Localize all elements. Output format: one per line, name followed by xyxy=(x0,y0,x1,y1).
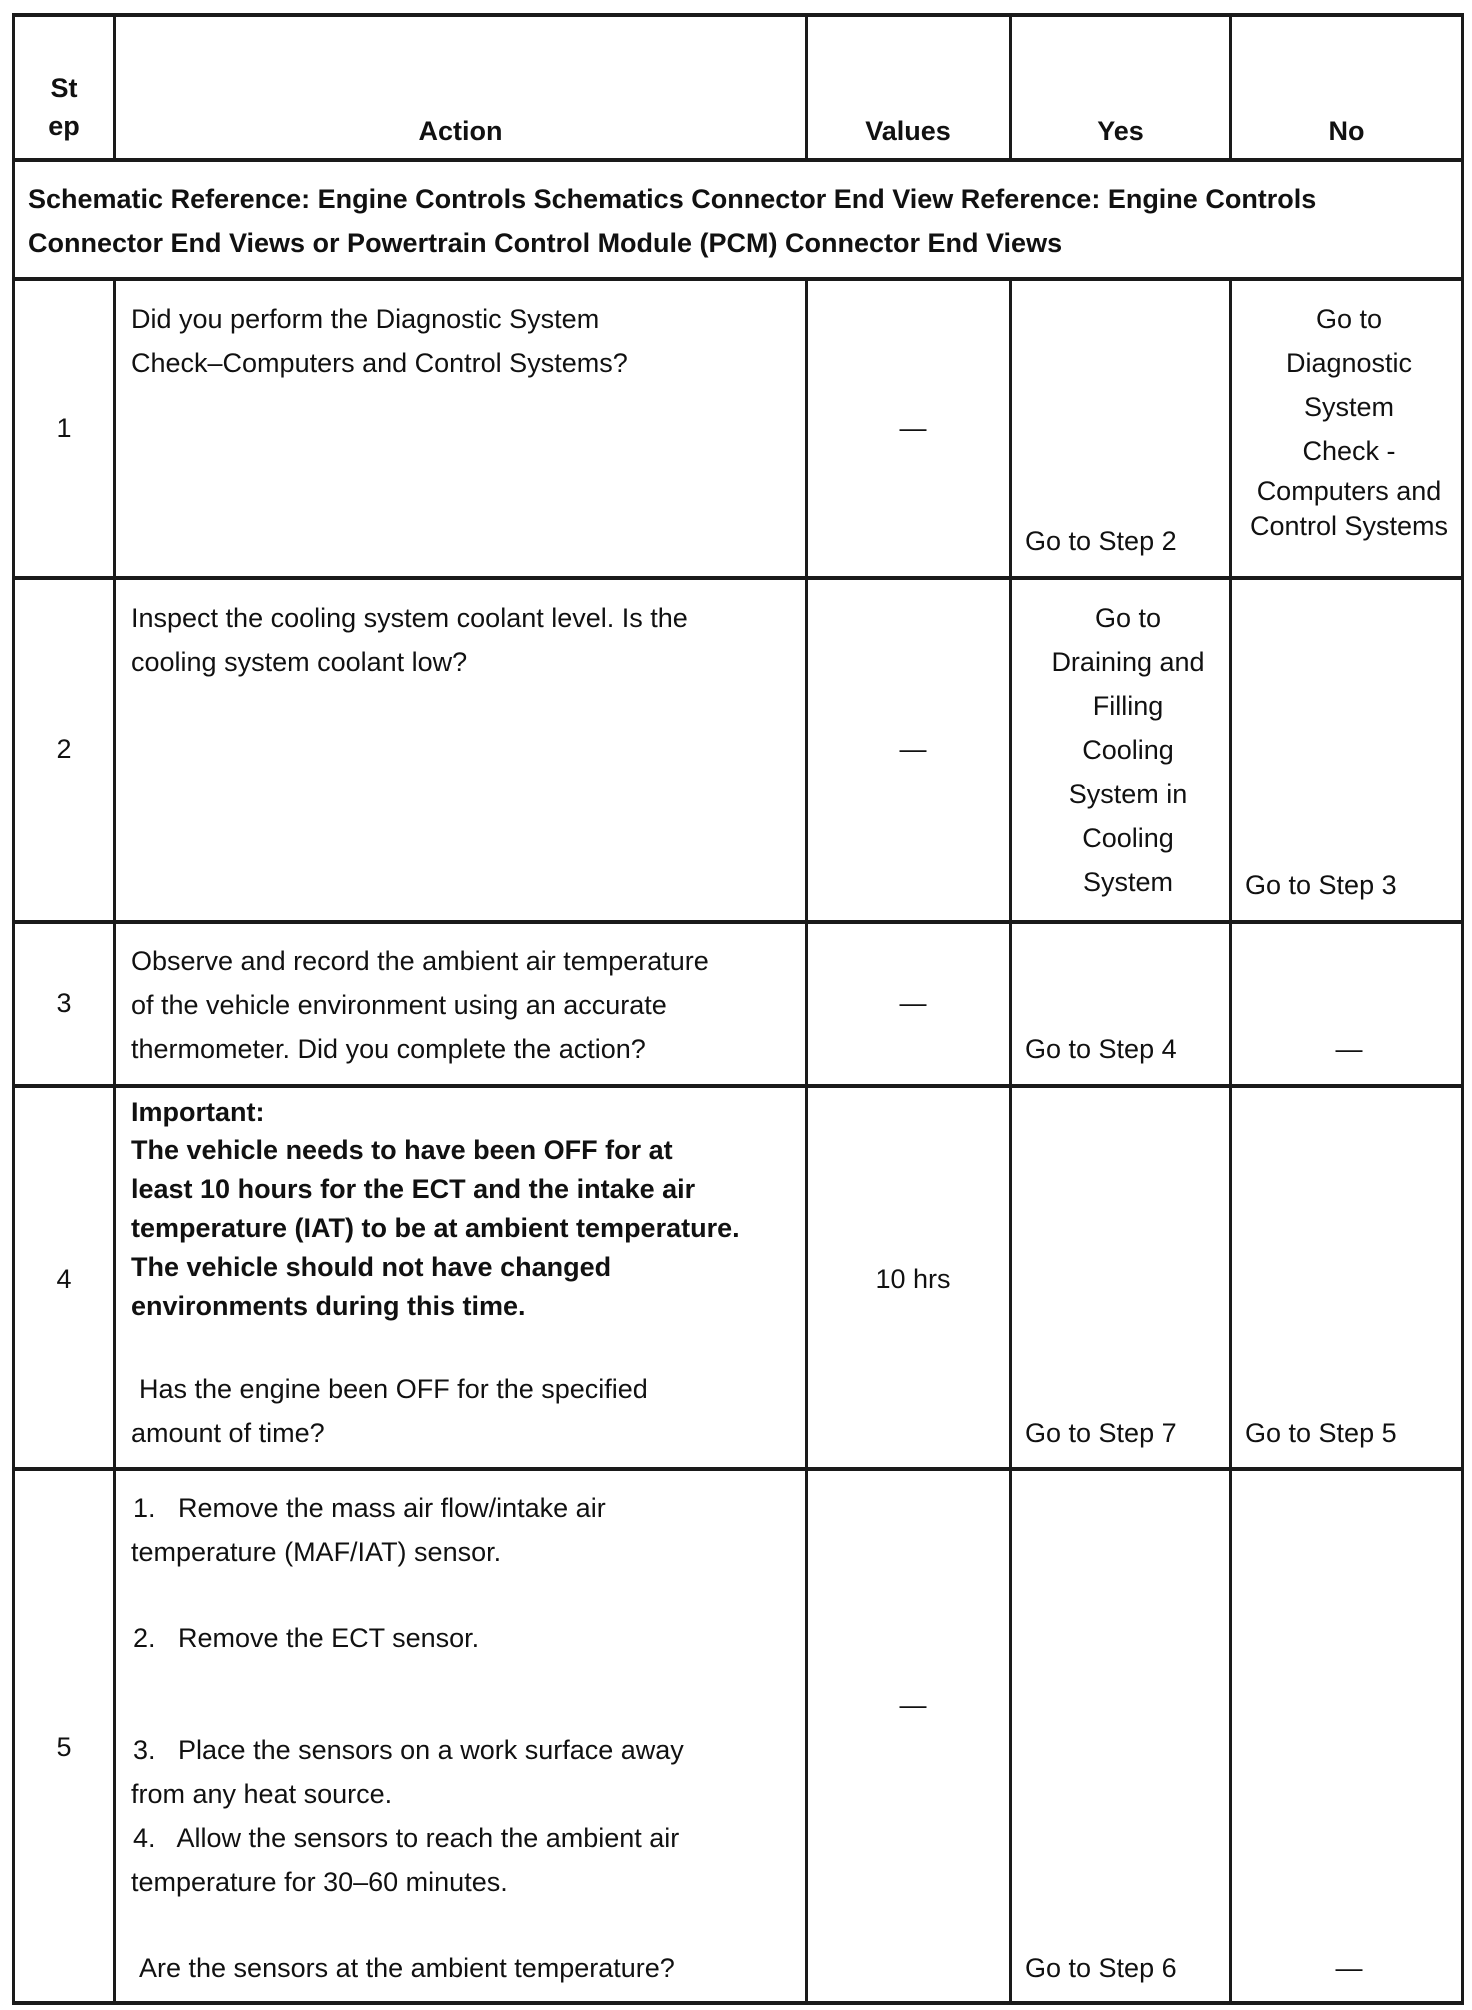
yes-link[interactable]: Go to Step 2 xyxy=(1025,526,1177,556)
action-text: Check–Computers and Control Systems? xyxy=(131,348,628,378)
important-line: temperature (IAT) to be at ambient temperature. xyxy=(131,1213,740,1243)
value-cell: — xyxy=(899,988,927,1018)
step-number: 2 xyxy=(56,734,72,764)
yes-link-line: System in xyxy=(1068,779,1188,809)
important-line: environments during this time. xyxy=(131,1291,526,1321)
yes-link[interactable]: Go to Step 4 xyxy=(1025,1034,1177,1064)
header-step xyxy=(12,69,116,145)
yes-link-line: Go to xyxy=(1094,603,1162,633)
yes-link-line: Filling xyxy=(1092,691,1164,721)
header-no: No xyxy=(1328,116,1365,146)
header-yes: Yes xyxy=(1097,116,1144,146)
action-text: 2. Remove the ECT sensor. xyxy=(133,1623,480,1653)
yes-link-line: Draining and xyxy=(1051,647,1205,677)
no-link-line: Control Systems xyxy=(1249,511,1449,541)
step-number: 1 xyxy=(56,413,72,443)
action-text: of the vehicle environment using an accurate xyxy=(131,990,667,1020)
step-number: 4 xyxy=(56,1264,72,1294)
important-note xyxy=(131,1131,740,1326)
col-rule xyxy=(805,277,808,2005)
action-text: Did you perform the Diagnostic System xyxy=(131,304,600,334)
action-text: Are the sensors at the ambient temperature? xyxy=(139,1953,675,1983)
important-line: The vehicle should not have changed xyxy=(131,1252,612,1282)
rule-row1-bottom xyxy=(12,576,1464,580)
header-action: Action xyxy=(418,116,503,146)
action-text: cooling system coolant low? xyxy=(131,647,468,677)
action-text: temperature (MAF/IAT) sensor. xyxy=(131,1537,502,1567)
value-cell: — xyxy=(899,413,927,443)
header-step-line: St xyxy=(50,73,78,103)
no-link-line: System xyxy=(1303,392,1395,422)
rule-row2-bottom xyxy=(12,920,1464,924)
diagnostic-table xyxy=(12,13,1464,2005)
important-line: The vehicle needs to have been OFF for at xyxy=(131,1135,673,1165)
yes-link[interactable]: Go to Step 6 xyxy=(1025,1953,1177,1983)
yes-link-line: Cooling xyxy=(1082,823,1174,853)
action-text: thermometer. Did you complete the action? xyxy=(131,1034,646,1064)
schematic-reference-line-1: Schematic Reference: Engine Controls Schematics Connector End View Reference: Engine Controls xyxy=(28,184,1317,214)
rule-header-bottom xyxy=(12,158,1464,162)
rule-top xyxy=(12,13,1464,17)
rule-bottom xyxy=(12,2001,1464,2005)
action-text: amount of time? xyxy=(131,1418,325,1448)
no-cell: — xyxy=(1335,1034,1363,1064)
no-link[interactable] xyxy=(1234,297,1464,543)
step-number: 5 xyxy=(56,1732,72,1762)
schematic-reference-line-2: Connector End Views or Powertrain Control Module (PCM) Connector End Views xyxy=(28,228,1063,258)
no-link-line: Go to xyxy=(1315,304,1383,334)
action-text: from any heat source. xyxy=(131,1779,393,1809)
yes-link-line: Cooling xyxy=(1082,735,1174,765)
no-link-line: Computers and xyxy=(1256,476,1442,506)
yes-link[interactable] xyxy=(1012,596,1244,904)
yes-link[interactable]: Go to Step 7 xyxy=(1025,1418,1177,1448)
col-rule xyxy=(1229,277,1232,2005)
no-link[interactable]: Go to Step 5 xyxy=(1245,1418,1397,1448)
value-cell: — xyxy=(899,734,927,764)
value-cell: 10 hrs xyxy=(875,1264,951,1294)
header-values: Values xyxy=(865,116,951,146)
action-text: 1. Remove the mass air flow/intake air xyxy=(133,1493,606,1523)
rule-reference-bottom xyxy=(12,277,1464,281)
header-step-line: ep xyxy=(48,111,80,141)
no-link[interactable]: Go to Step 3 xyxy=(1245,870,1397,900)
action-text: Observe and record the ambient air temperature xyxy=(131,946,709,976)
action-text: Inspect the cooling system coolant level. Is the xyxy=(131,603,688,633)
step-number: 3 xyxy=(56,988,72,1018)
col-rule xyxy=(1009,277,1012,2005)
no-link-line: Diagnostic xyxy=(1285,348,1413,378)
rule-row3-bottom xyxy=(12,1084,1464,1088)
important-line: least 10 hours for the ECT and the intake air xyxy=(131,1174,696,1204)
no-link-line: Check - xyxy=(1302,436,1396,466)
rule-row4-bottom xyxy=(12,1467,1464,1471)
action-text: temperature for 30–60 minutes. xyxy=(131,1867,508,1897)
yes-link-line: System xyxy=(1082,867,1174,897)
value-cell: — xyxy=(899,1690,927,1720)
action-text: 4. Allow the sensors to reach the ambient air xyxy=(133,1823,680,1853)
action-text: Has the engine been OFF for the specified xyxy=(139,1374,648,1404)
action-text: 3. Place the sensors on a work surface away xyxy=(133,1735,684,1765)
important-label: Important: xyxy=(131,1097,265,1127)
no-cell: — xyxy=(1335,1953,1363,1983)
